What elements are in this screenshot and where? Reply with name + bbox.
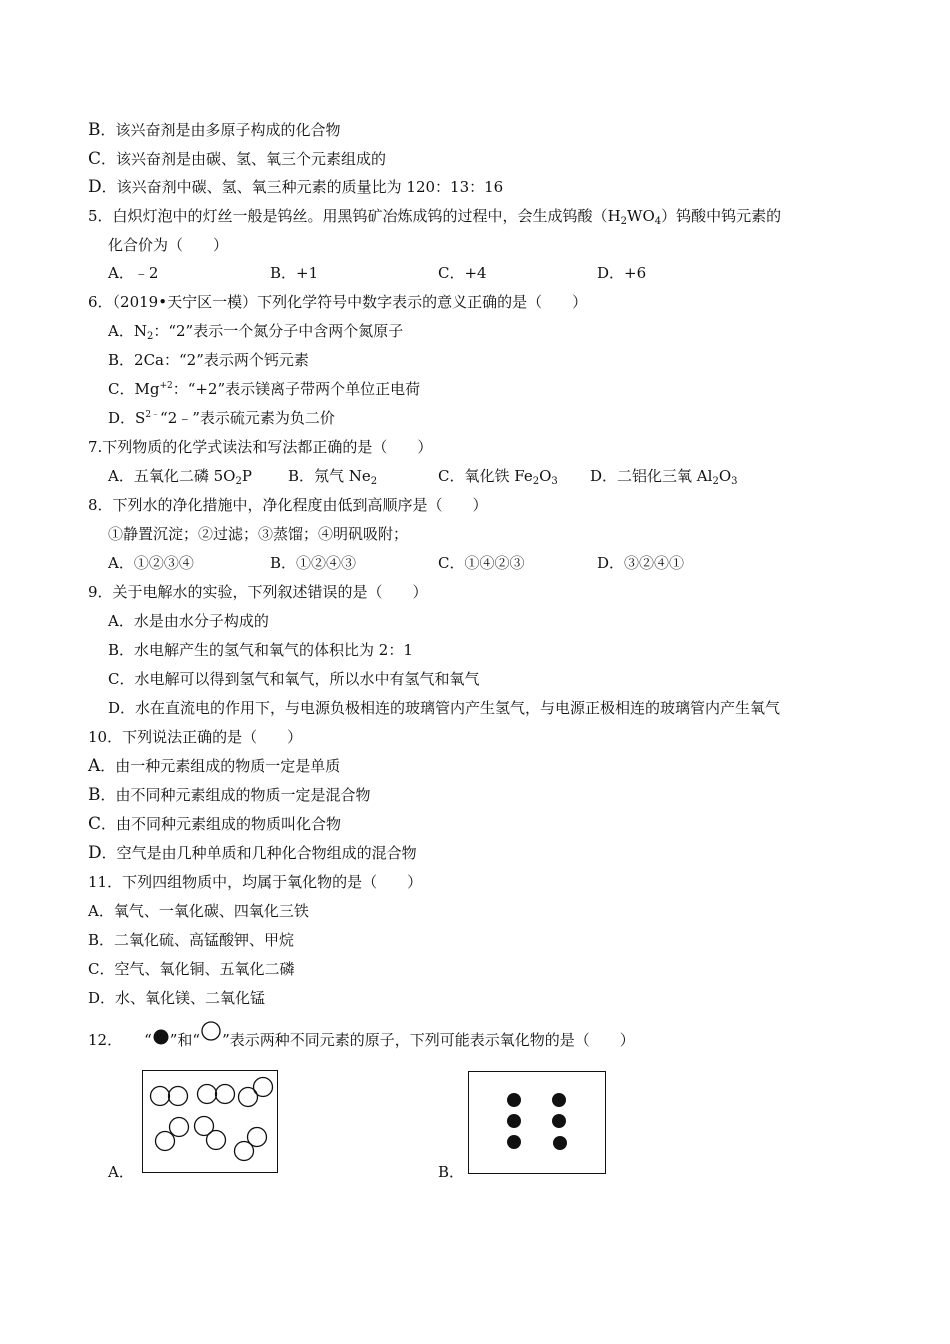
q9-option-a: A．水是由水分子构成的: [108, 612, 269, 630]
q7-option-c: C．氧化铁 $Fe_2O_3$: [438, 467, 558, 487]
diagram-a-hollow-atoms: [142, 1070, 278, 1173]
q9-stem: 9．关于电解水的实验，下列叙述错误的是（ ）: [88, 583, 428, 601]
q8-option-a: A．①②③④: [108, 554, 194, 572]
diagram-a-label: A．: [108, 1163, 134, 1181]
q7-option-a: A．五氧化二磷 $5O_2P$: [108, 467, 252, 487]
q4-option-b: B．该兴奋剂是由多原子构成的化合物: [88, 120, 341, 140]
q6-option-c: C．$Mg^{+2}$：“+2”表示镁离子带两个单位正电荷: [108, 380, 421, 398]
q9-option-b: B．水电解产生的氢气和氧气的体积比为 2：1: [108, 641, 413, 659]
q4-option-c: C．该兴奋剂是由碳、氢、氧三个元素组成的: [88, 149, 387, 169]
q11-option-d: D．水、氧化镁、二氧化锰: [88, 989, 266, 1007]
q5-stem-line2: 化合价为（ ）: [108, 236, 229, 254]
q5-option-c: C．+4: [438, 264, 487, 282]
q8-option-b: B．①②④③: [270, 554, 357, 572]
q5-option-d: D．+6: [597, 264, 647, 282]
q9-option-d: D．水在直流电的作用下，与电源负极相连的玻璃管内产生氢气，与电源正极相连的玻璃管内产生氧气: [108, 699, 781, 717]
q10-option-c: C．由不同种元素组成的物质叫化合物: [88, 814, 342, 834]
q6-stem: 6．（2019•天宁区一模）下列化学符号中数字表示的意义正确的是（ ）: [88, 293, 588, 311]
diagram-b-label: B．: [438, 1163, 465, 1181]
q6-option-d: D．$S^{2﹣}“2﹣$”表示硫元素为负二价: [108, 409, 335, 427]
diagram-b-filled-atoms: [468, 1071, 606, 1174]
q7-option-b: B．氖气 $Ne_2$: [288, 467, 378, 487]
q11-option-c: C．空气、氧化铜、五氧化二磷: [88, 960, 295, 978]
q5-option-a: A．﹣2: [108, 264, 159, 282]
q10-stem: 10．下列说法正确的是（ ）: [88, 728, 303, 746]
q6-option-b: B．2Ca：“2”表示两个钙元素: [108, 351, 309, 369]
hollow-atom-icon: [200, 1021, 222, 1043]
q11-option-b: B．二氧化硫、高锰酸钾、甲烷: [88, 931, 295, 949]
q12-stem: 12． “ ”和“ ”表示两种不同元素的原子，下列可能表示氧化物的是（ ）: [88, 1021, 635, 1050]
q6-option-a: A．$N_2$：“2”表示一个氮分子中含两个氮原子: [108, 322, 404, 342]
q11-stem: 11．下列四组物质中，均属于氧化物的是（ ）: [88, 873, 423, 891]
q5-option-b: B．+1: [270, 264, 319, 282]
q7-stem: 7.下列物质的化学式读法和写法都正确的是（ ）: [88, 438, 433, 456]
q7-option-d: D．二铝化三氧 $Al_2O_3$: [590, 467, 738, 487]
q10-option-d: D．空气是由几种单质和几种化合物组成的混合物: [88, 843, 417, 863]
q10-option-b: B．由不同种元素组成的物质一定是混合物: [88, 785, 371, 805]
q8-items: ①静置沉淀；②过滤；③蒸馏；④明矾吸附；: [108, 525, 409, 543]
q11-option-a: A．氧气、一氧化碳、四氧化三铁: [88, 902, 309, 920]
filled-atom-icon: [152, 1029, 170, 1047]
q10-option-a: A．由一种元素组成的物质一定是单质: [88, 756, 341, 776]
q9-option-c: C．水电解可以得到氢气和氧气，所以水中有氢气和氧气: [108, 670, 480, 688]
q8-option-c: C．①④②③: [438, 554, 525, 572]
q8-option-d: D．③②④①: [597, 554, 685, 572]
q5-stem-line1: 5．白炽灯泡中的灯丝一般是钨丝。用黑钨矿冶炼成钨的过程中，会生成钨酸$(H_2WO_4)$钨酸中钨元素的: [88, 207, 782, 227]
q8-stem: 8．下列水的净化措施中，净化程度由低到高顺序是（ ）: [88, 496, 488, 514]
q4-option-d: D．该兴奋剂中碳、氢、氧三种元素的质量比为 120：13：16: [88, 177, 504, 197]
